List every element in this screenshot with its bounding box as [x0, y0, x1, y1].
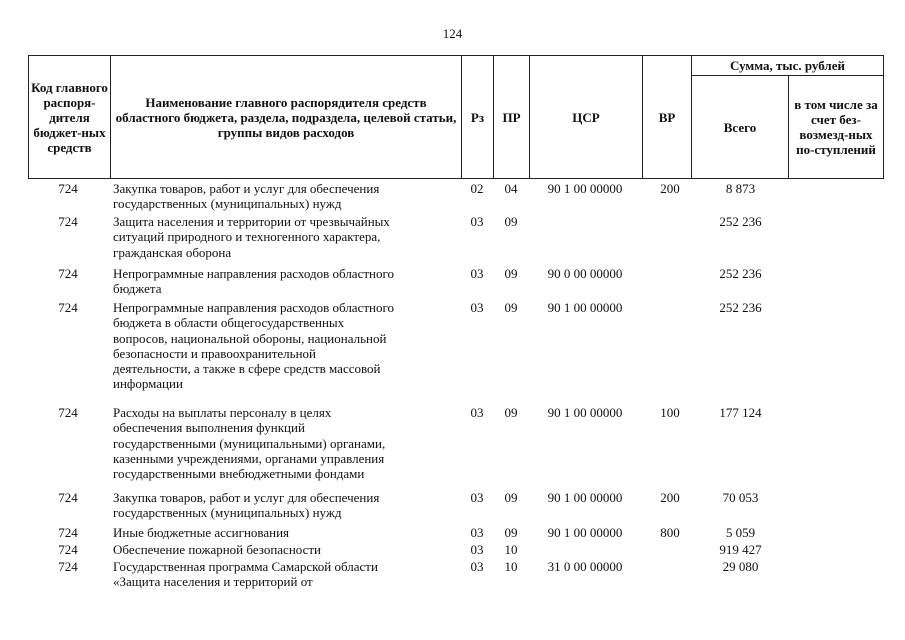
- row-rz: 03: [470, 542, 484, 557]
- row-total: 919 427: [719, 542, 762, 557]
- row-code: 724: [58, 181, 78, 196]
- row-name: Государственная программа Самарской области «Защита населения и территорий от: [113, 559, 378, 590]
- row-vr: 800: [660, 525, 680, 540]
- row-pr: 09: [504, 405, 518, 420]
- header-csr: ЦСР: [572, 109, 600, 125]
- row-name: Непрограммные направления расходов областного бюджета в области общегосударственных вопросов, национальной обороны, национальной безопасности и правоохранительной деятельности, а также в сфере средств массовой информации: [113, 300, 394, 392]
- row-name: Непрограммные направления расходов областного бюджета: [113, 266, 394, 297]
- row-csr: 90 1 00 00000: [547, 490, 623, 505]
- row-vr: 200: [660, 490, 680, 505]
- row-rz: 03: [470, 490, 484, 505]
- row-code: 724: [58, 490, 78, 505]
- row-pr: 09: [504, 266, 518, 281]
- row-vr: 100: [660, 405, 680, 420]
- row-total: 252 236: [719, 266, 762, 281]
- row-name: Расходы на выплаты персоналу в целях обеспечения выполнения функций государственными (муниципальными) органами, казенными учреждениями, органами управления государственными внебюджетными фондами: [113, 405, 386, 482]
- row-pr: 09: [504, 490, 518, 505]
- row-csr: 90 1 00 00000: [547, 405, 623, 420]
- row-name: Иные бюджетные ассигнования: [113, 525, 290, 540]
- row-total: 29 080: [722, 559, 759, 574]
- row-total: 8 873: [725, 181, 756, 196]
- row-pr: 10: [504, 559, 518, 574]
- header-sum: Сумма, тыс. рублей: [730, 58, 845, 73]
- row-pr: 09: [504, 214, 518, 229]
- row-csr: 90 1 00 00000: [547, 181, 623, 196]
- header-total: Всего: [723, 119, 757, 135]
- row-vr: 200: [660, 181, 680, 196]
- row-rz: 03: [470, 300, 484, 315]
- row-code: 724: [58, 525, 78, 540]
- row-csr: 31 0 00 00000: [547, 559, 623, 574]
- header-pr: ПР: [502, 109, 521, 125]
- row-name: Закупка товаров, работ и услуг для обеспечения государственных (муниципальных) нужд: [113, 181, 380, 212]
- row-total: 177 124: [719, 405, 762, 420]
- row-pr: 09: [504, 300, 518, 315]
- row-name: Защита населения и территории от чрезвычайных ситуаций природного и техногенного характера, гражданская оборона: [113, 214, 390, 260]
- row-pr: 04: [504, 181, 518, 196]
- row-code: 724: [58, 214, 78, 229]
- row-name: Обеспечение пожарной безопасности: [113, 542, 322, 557]
- header-bottom-border: [28, 178, 884, 179]
- row-csr: 90 0 00 00000: [547, 266, 623, 281]
- row-code: 724: [58, 559, 78, 574]
- row-rz: 03: [470, 214, 484, 229]
- col-divider: [883, 55, 884, 179]
- row-total: 70 053: [722, 490, 759, 505]
- header-free: в том числе за счет без-возмезд-ных по-ступлений: [794, 97, 878, 157]
- row-pr: 10: [504, 542, 518, 557]
- row-csr: 90 1 00 00000: [547, 525, 623, 540]
- row-rz: 03: [470, 405, 484, 420]
- row-total: 5 059: [725, 525, 756, 540]
- row-rz: 02: [470, 181, 484, 196]
- page-number: 124: [442, 26, 463, 41]
- row-code: 724: [58, 542, 78, 557]
- row-rz: 03: [470, 525, 484, 540]
- row-rz: 03: [470, 266, 484, 281]
- table-header: [28, 55, 884, 179]
- row-code: 724: [58, 266, 78, 281]
- header-code: Код главного распоря-дителя бюджет-ных средств: [31, 79, 108, 155]
- row-total: 252 236: [719, 300, 762, 315]
- row-code: 724: [58, 405, 78, 420]
- row-code: 724: [58, 300, 78, 315]
- header-vr: ВР: [658, 109, 676, 125]
- row-csr: 90 1 00 00000: [547, 300, 623, 315]
- row-pr: 09: [504, 525, 518, 540]
- col-divider: [110, 55, 111, 179]
- header-rz: Рз: [470, 109, 485, 125]
- row-total: 252 236: [719, 214, 762, 229]
- row-name: Закупка товаров, работ и услуг для обеспечения государственных (муниципальных) нужд: [113, 490, 380, 521]
- row-rz: 03: [470, 559, 484, 574]
- header-name: Наименование главного распорядителя средств областного бюджета, раздела, подраздела, целевой статьи, группы видов расходов: [115, 94, 457, 140]
